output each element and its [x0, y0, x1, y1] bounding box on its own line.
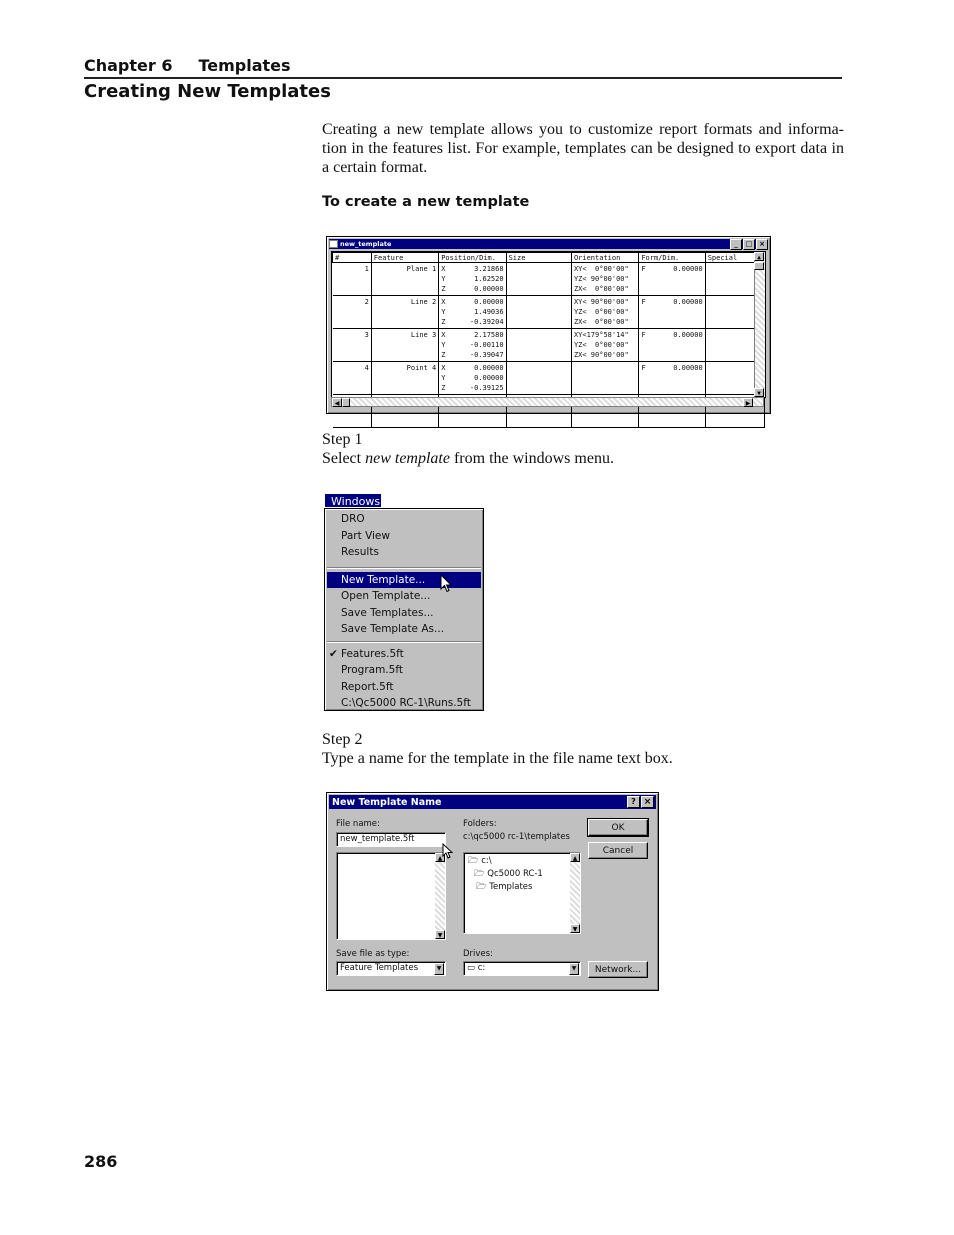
dialog-titlebar [329, 795, 656, 809]
axis-labels: X Y Z [441, 298, 446, 326]
scroll-down-arrow-icon[interactable]: ▼ [754, 388, 764, 397]
menu-item-save-template-as[interactable]: Save Template As... [341, 623, 445, 635]
scroll-thumb[interactable] [754, 262, 764, 270]
menu-separator [327, 641, 481, 643]
form-value: 0.00000 [673, 364, 703, 372]
scroll-right-arrow-icon[interactable]: ▶ [743, 398, 753, 407]
grid-cell-orient: XY< 90°00'00" YZ< 0°00'00" ZX< 0°00'00" [571, 296, 638, 329]
window-title: new_template [340, 240, 392, 248]
grid-cell-size [506, 362, 571, 395]
minimize-button[interactable]: _ [730, 239, 742, 250]
windows-menu-title[interactable]: Windows [324, 493, 382, 508]
step2-block [322, 730, 673, 768]
axis-labels: X Y Z [441, 364, 446, 392]
scroll-hthumb[interactable] [342, 398, 350, 407]
position-cell [439, 263, 506, 296]
file-name-input[interactable]: new_template.5ft [336, 832, 446, 847]
form-label: F [641, 331, 646, 339]
scroll-left-arrow-icon[interactable]: ◀ [332, 398, 342, 407]
section-title: Creating New Templates [84, 81, 331, 102]
menu-item-report-5ft[interactable]: Report.5ft [341, 680, 394, 693]
form-cell [639, 263, 705, 296]
folder-item-root[interactable] [468, 855, 492, 867]
folder-item-qc5000-label: Qc5000 RC-1 [487, 869, 543, 879]
table-row[interactable] [333, 296, 765, 329]
header-rule [84, 77, 842, 79]
step1-text-pre: Select [322, 450, 366, 467]
menu-item-features-label: Features.5ft [341, 647, 404, 660]
text-cursor-pointer-icon [442, 843, 454, 861]
checkmark-icon: ✔ [329, 647, 338, 660]
form-cell [639, 362, 705, 395]
step1-label: Step 1 [322, 431, 363, 448]
folder-item-qc5000[interactable] [474, 868, 543, 880]
dialog-close-button[interactable]: × [641, 796, 654, 808]
menu-item-program-5ft[interactable]: Program.5ft [341, 664, 403, 676]
drives-label: Drives: [463, 949, 493, 959]
cancel-button[interactable]: Cancel [588, 842, 648, 859]
close-button[interactable]: × [756, 239, 768, 250]
ok-button[interactable]: OK [588, 819, 648, 836]
procedure-heading: To create a new template [322, 194, 530, 210]
scroll-down-arrow-icon[interactable]: ▼ [570, 924, 580, 933]
position-cell [439, 362, 506, 395]
form-value: 0.00000 [673, 265, 703, 273]
dropdown-arrow-icon[interactable]: ▼ [569, 963, 579, 975]
grid-cell-feature: Line 2 [371, 296, 438, 329]
menu-item-new-template[interactable]: New Template... [327, 572, 481, 589]
file-name-label: File name: [336, 819, 380, 829]
position-values: 0.00000 1.49036 -0.39204 [469, 298, 504, 326]
folder-item-root-label: c:\ [481, 856, 492, 866]
position-values: 0.00000 0.00000 -0.39125 [469, 364, 504, 392]
form-value: 0.00000 [673, 298, 703, 306]
step1-text [322, 449, 614, 468]
save-type-value: Feature Templates [340, 963, 419, 973]
menu-item-save-templates[interactable]: Save Templates... [341, 606, 434, 619]
grid-cell-size [506, 329, 571, 362]
position-values: 3.21868 1.62520 0.00000 [474, 265, 504, 293]
mouse-pointer-icon [440, 574, 454, 594]
file-list-scrollbar[interactable] [435, 853, 445, 939]
step2-text: Type a name for the template in the file name text box. [322, 750, 673, 767]
features-grid[interactable] [331, 251, 766, 398]
new-template-name-dialog [326, 792, 659, 991]
position-values: 2.17580 -0.00110 -0.39047 [469, 331, 504, 359]
save-type-select[interactable] [336, 961, 446, 976]
table-row[interactable] [333, 263, 765, 296]
grid-horizontal-scrollbar[interactable] [331, 397, 764, 407]
folders-path: c:\qc5000 rc-1\templates [463, 832, 570, 842]
table-row[interactable] [333, 329, 765, 362]
new-template-window [326, 236, 771, 414]
file-list[interactable] [336, 852, 446, 940]
grid-app-icon [329, 240, 338, 248]
grid-cell-size [506, 263, 571, 296]
folder-item-templates[interactable] [476, 881, 532, 893]
chapter-number: Chapter 6 [84, 56, 173, 75]
window-titlebar [329, 239, 768, 249]
drives-value: c: [477, 963, 486, 973]
help-button[interactable]: ? [627, 796, 640, 808]
position-cell [439, 329, 506, 362]
folder-list-scrollbar[interactable] [570, 853, 580, 933]
maximize-button[interactable]: □ [743, 239, 755, 250]
grid-column-header[interactable]: Orientation [571, 253, 638, 263]
grid-cell-size [506, 296, 571, 329]
form-label: F [641, 298, 646, 306]
step1-text-emphasis: new template [365, 450, 450, 467]
page-header [84, 56, 842, 102]
drives-select[interactable] [463, 961, 581, 976]
form-cell [639, 329, 705, 362]
dialog-title: New Template Name [332, 796, 442, 808]
grid-cell-num: 2 [333, 296, 372, 329]
grid-cell-num: 3 [333, 329, 372, 362]
menu-item-features-5ft[interactable] [325, 646, 483, 663]
grid-cell-feature: Line 3 [371, 329, 438, 362]
step2-label: Step 2 [322, 731, 363, 748]
grid-cell-orient: XY< 0°00'00" YZ< 90°00'00" ZX< 0°00'00" [571, 263, 638, 296]
windows-menu [324, 508, 484, 711]
step1-text-post: from the windows menu. [449, 450, 614, 467]
chapter-heading [84, 56, 842, 75]
open-folder-icon: 🗁 [468, 856, 479, 866]
grid-cell-orient [571, 362, 638, 395]
form-value: 0.00000 [673, 331, 703, 339]
page-number: 286 [84, 1152, 118, 1171]
menu-item-dro[interactable]: DRO [341, 513, 365, 525]
folder-item-templates-label: Templates [489, 882, 533, 892]
form-label: F [641, 265, 646, 273]
folders-label: Folders: [463, 819, 497, 829]
network-button[interactable]: Network... [588, 961, 648, 978]
table-row[interactable] [333, 362, 765, 395]
form-label: F [641, 364, 646, 372]
grid-cell-orient: XY<179°58'14" YZ< 0°00'00" ZX< 90°00'00" [571, 329, 638, 362]
intro-paragraph: Creating a new template allows you to customize report formats and informa-tion in the features list. For example, templates can be designed to export data in a certain format. [322, 121, 844, 176]
dropdown-arrow-icon[interactable]: ▼ [434, 963, 444, 975]
folder-list[interactable] [463, 852, 581, 934]
position-cell [439, 296, 506, 329]
scroll-down-arrow-icon[interactable]: ▼ [435, 930, 445, 939]
grid-column-header[interactable]: Form/Dim. [639, 253, 705, 263]
axis-labels: X Y Z [441, 265, 446, 293]
menu-item-runs-5ft[interactable]: C:\Qc5000 RC-1\Runs.5ft [341, 697, 471, 709]
open-folder-icon: 🗁 [474, 869, 485, 879]
grid-column-header[interactable]: Position/Dim. [439, 253, 506, 263]
grid-vertical-scrollbar[interactable] [754, 252, 765, 397]
menu-item-part-view[interactable]: Part View [341, 529, 390, 542]
grid-cell-feature: Point 4 [371, 362, 438, 395]
grid-column-header[interactable]: Feature [371, 253, 438, 263]
menu-item-results[interactable]: Results [341, 546, 379, 558]
grid-cell-feature: Plane 1 [371, 263, 438, 296]
grid-cell-num: 1 [333, 263, 372, 296]
step1-block [322, 430, 614, 468]
open-folder-icon: 🗁 [476, 882, 487, 892]
drive-icon: ▭ [467, 963, 476, 973]
grid-column-header[interactable]: Special [705, 253, 764, 263]
grid-column-header[interactable]: Size [506, 253, 571, 263]
axis-labels: X Y Z [441, 331, 446, 359]
menu-item-open-template[interactable]: Open Template... [341, 590, 431, 602]
grid-cell-num: 4 [333, 362, 372, 395]
menu-separator [327, 567, 481, 569]
save-type-label: Save file as type: [336, 949, 410, 959]
scroll-up-arrow-icon[interactable]: ▲ [754, 252, 764, 261]
scroll-up-arrow-icon[interactable]: ▲ [435, 853, 445, 862]
chapter-title: Templates [198, 56, 291, 75]
form-cell [639, 296, 705, 329]
scroll-up-arrow-icon[interactable]: ▲ [570, 853, 580, 862]
grid-column-header[interactable]: # [333, 253, 372, 263]
